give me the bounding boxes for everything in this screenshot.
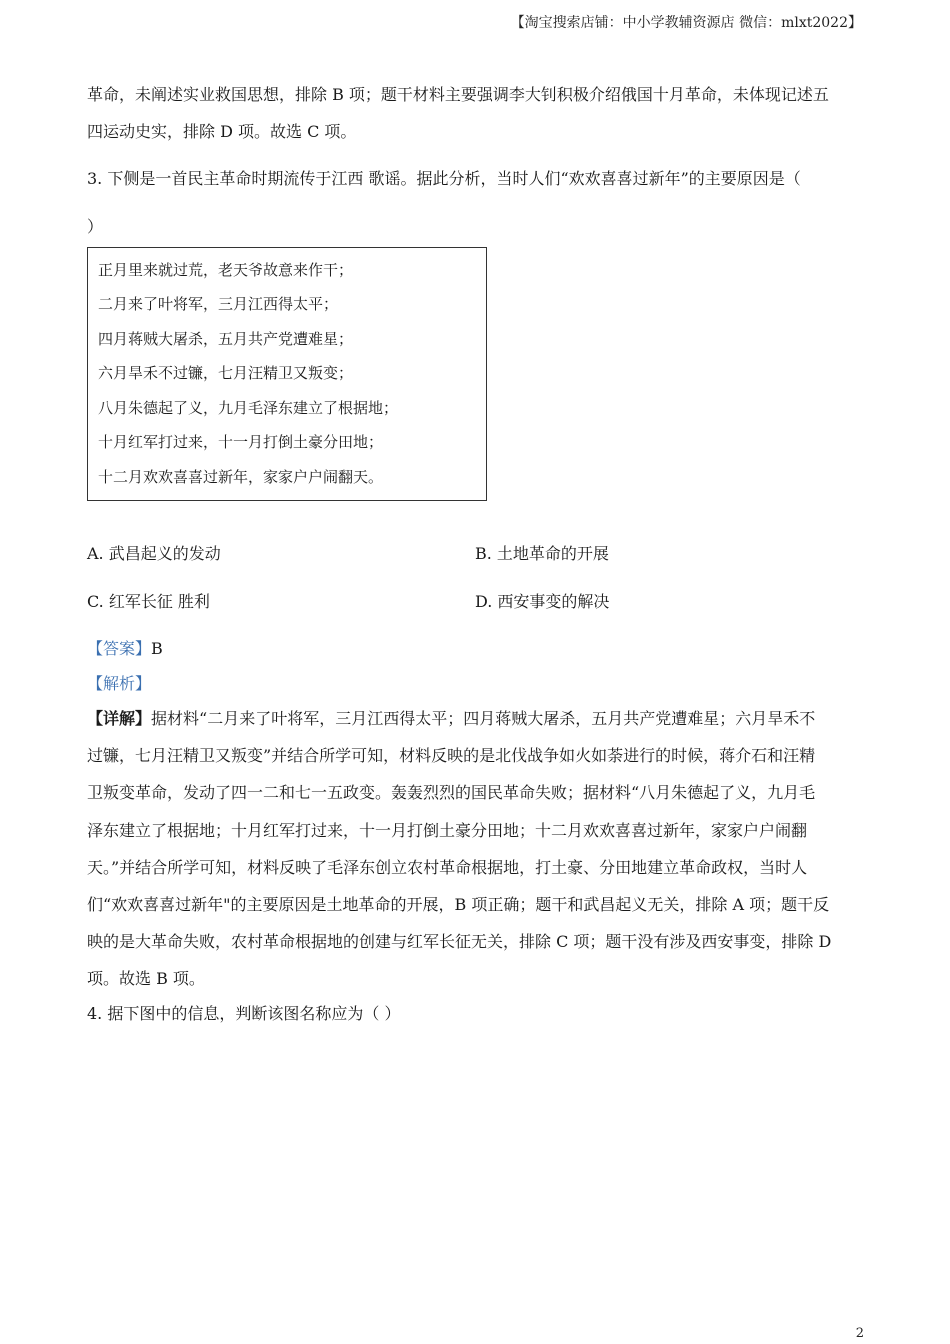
answer-value: B xyxy=(151,639,163,658)
page-number: 2 xyxy=(855,1326,864,1341)
question-4-stem: 4. 据下图中的信息，判断该图名称应为（ ） xyxy=(87,1004,401,1023)
option-a[interactable]: A. 武昌起义的发动 xyxy=(87,544,221,563)
option-b[interactable]: B. 土地革命的开展 xyxy=(475,544,609,563)
detail-line-6: 们“欢欢喜喜过新年"的主要原因是土地革命的开展，B 项正确；题干和武昌起义无关，排除 A 项；题干反 xyxy=(87,895,830,914)
poem-line: 六月旱禾不过镰，七月汪精卫又叛变； xyxy=(98,364,354,382)
poem-line: 十月红军打过来，十一月打倒土豪分田地； xyxy=(98,433,384,451)
poem-box xyxy=(87,247,487,501)
detail-label: 【详解】 xyxy=(87,709,152,728)
detail-text: 据材料“二月来了叶将军，三月江西得太平；四月蒋贼大屠杀，五月共产党遭难星；六月旱禾不 xyxy=(151,709,816,728)
analysis-label: 【解析】 xyxy=(87,674,152,693)
poem-line: 八月朱德起了义，九月毛泽东建立了根据地； xyxy=(98,399,399,417)
poem-line: 十二月欢欢喜喜过新年，家家户户闹翻天。 xyxy=(98,468,384,486)
prev-explanation-line-2: 四运动史实，排除 D 项。故选 C 项。 xyxy=(87,122,357,141)
detail-line-5: 天。”并结合所学可知，材料反映了毛泽东创立农村革命根据地，打土豪、分田地建立革命政权，当时人 xyxy=(87,858,808,877)
question-3-stem-line-1: 3. 下侧是一首民主革命时期流传于江西 歌谣。据此分析，当时人们“欢欢喜喜过新年”的主要原因是（ xyxy=(87,169,801,188)
answer-row xyxy=(87,636,163,659)
detail-line-8: 项。故选 B 项。 xyxy=(87,969,205,988)
detail-line-2: 过镰，七月汪精卫又叛变”并结合所学可知，材料反映的是北伐战争如火如荼进行的时候，蒋介石和汪精 xyxy=(87,746,816,765)
detail-line-3: 卫叛变革命，发动了四一二和七一五政变。轰轰烈烈的国民革命失败；据材料“八月朱德起了义，九月毛 xyxy=(87,783,816,802)
poem-line: 四月蒋贼大屠杀，五月共产党遭难星； xyxy=(98,330,354,348)
detail-line-4: 泽东建立了根据地；十月红军打过来，十一月打倒土豪分田地；十二月欢欢喜喜过新年，家家户户闹翻 xyxy=(87,821,808,840)
option-c[interactable]: C. 红军长征 胜利 xyxy=(87,592,210,611)
page-header: 【淘宝搜索店铺：中小学教辅资源店 微信：mlxt2022】 xyxy=(510,15,862,31)
option-d[interactable]: D. 西安事变的解决 xyxy=(475,592,610,611)
question-3-stem-line-2: ） xyxy=(87,217,104,236)
poem-line: 正月里来就过荒，老天爷故意来作干； xyxy=(98,261,354,279)
detail-line-1 xyxy=(87,706,815,729)
detail-line-7: 映的是大革命失败，农村革命根据地的创建与红军长征无关，排除 C 项；题干没有涉及西安事变，排除 D xyxy=(87,932,832,951)
prev-explanation-line-1: 革命，未阐述实业救国思想，排除 B 项；题干材料主要强调李大钊积极介绍俄国十月革命，未体现记述五 xyxy=(87,85,829,104)
poem-line: 二月来了叶将军，三月江西得太平； xyxy=(98,295,339,313)
answer-label: 【答案】 xyxy=(87,639,152,658)
